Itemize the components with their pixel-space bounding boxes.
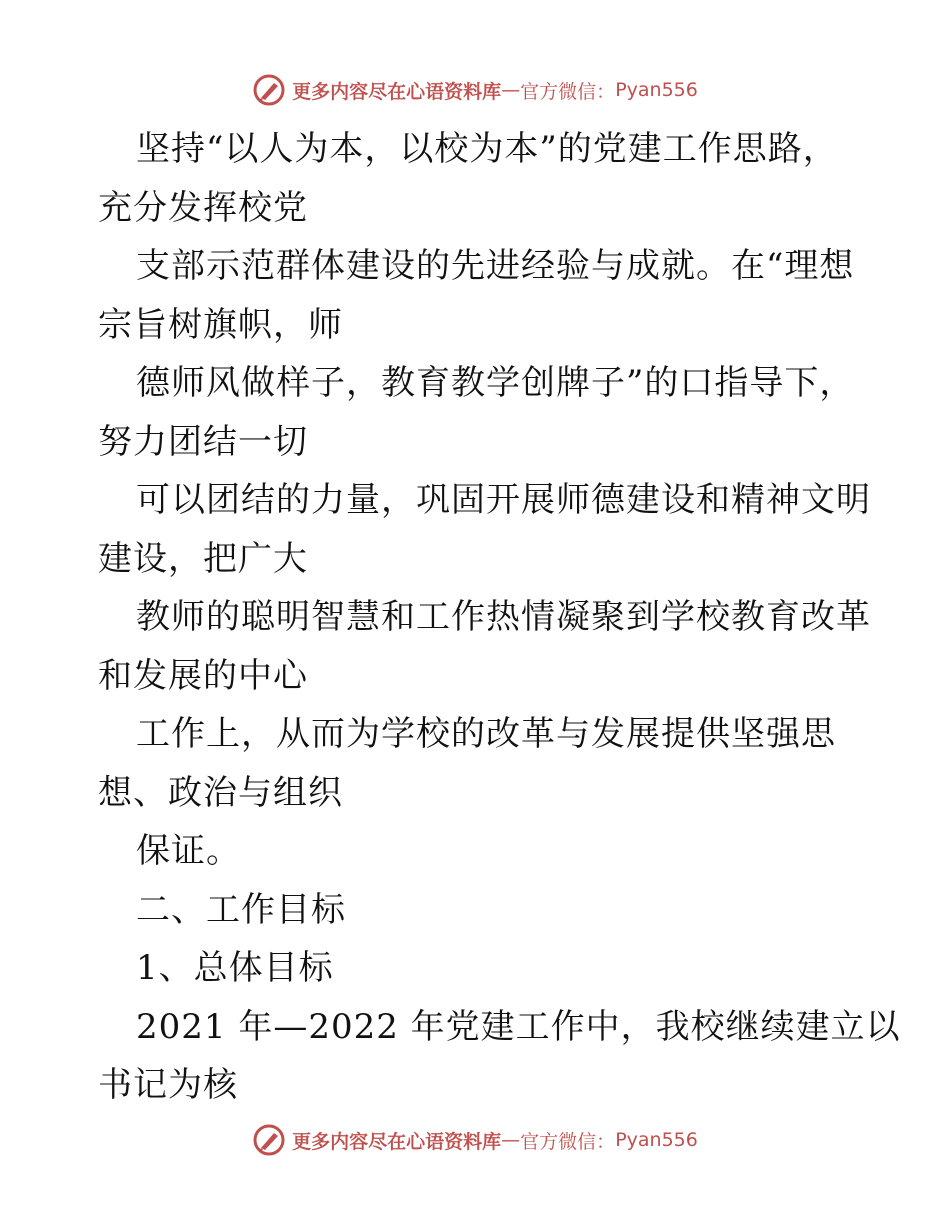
watermark-wechat-id: Pyan556 [615,79,698,101]
pen-logo-icon [252,73,286,107]
watermark-dash: — [501,1129,521,1151]
text-line: 努力团结一切 [98,421,308,462]
text-line: 充分发挥校党 [98,187,308,228]
watermark-main-text: 更多内容尽在心语资料库 [292,80,502,103]
document-body [98,120,901,1115]
text-line: 支部示范群体建设的先进经验与成就。在“理想 [136,246,855,286]
watermark-main-text: 更多内容尽在心语资料库 [292,1130,502,1153]
text-line: 建设，把广大 [98,538,308,579]
text-line: 坚持“以人为本，以校为本”的党建工作思路， [136,129,838,169]
watermark-wechat-id: Pyan556 [615,1129,698,1151]
text-line: 二、工作目标 [136,889,346,930]
text-line: 工作上，从而为学校的改革与发展提供坚强思 [136,714,836,754]
watermark-footer [0,1120,950,1160]
text-line: 教师的聪明智慧和工作热情凝聚到学校教育改革 [136,597,871,637]
text-line: 和发展的中心 [98,655,308,696]
text-line: 保证。 [136,831,241,871]
text-line: 可以团结的力量，巩固开展师德建设和精神文明 [136,480,871,520]
text-line: 2021 年—2022 年党建工作中，我校继续建立以 [136,1006,901,1047]
pen-logo-icon [252,1123,286,1157]
watermark-header [0,70,950,110]
text-line: 想、政治与组织 [98,772,343,813]
watermark-wechat-label: 官方微信： [520,1130,616,1153]
watermark-dash: — [501,79,521,101]
watermark-wechat-label: 官方微信： [520,80,616,103]
text-line: 书记为核 [98,1065,238,1105]
text-line: 1、总体目标 [136,948,334,988]
text-line: 宗旨树旗帜，师 [98,304,343,345]
text-line: 德师风做样子，教育教学创牌子”的口指导下， [136,363,855,403]
